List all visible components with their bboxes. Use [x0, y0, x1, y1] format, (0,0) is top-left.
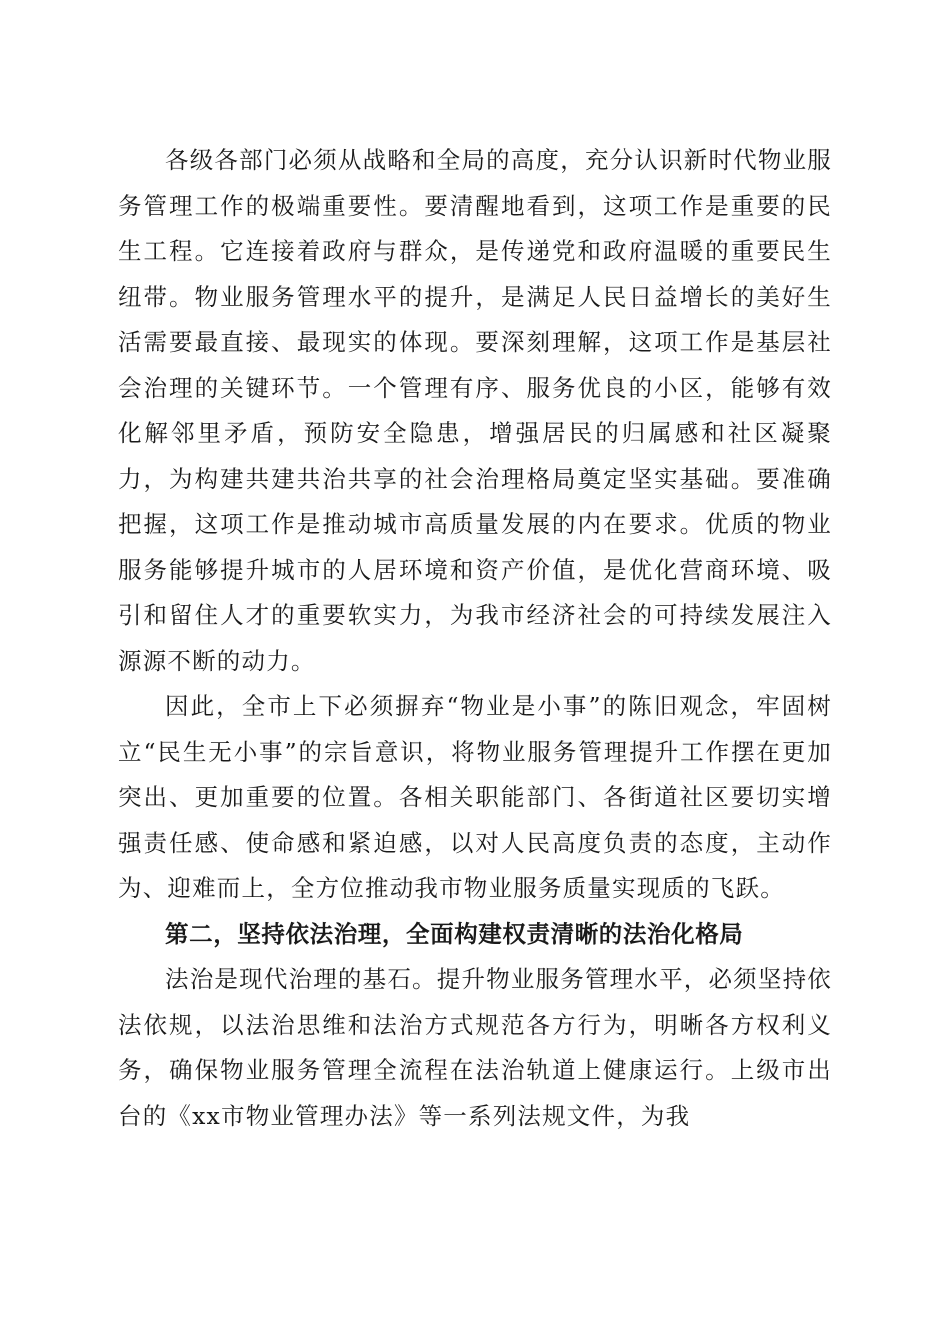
section-heading: 第二，坚持依法治理，全面构建权责清晰的法治化格局 [165, 919, 744, 948]
body-paragraph-2: 因此，全市上下必须摒弃“物业是小事”的陈旧观念，牢固树立“民生无小事”的宗旨意识，将物业服务管理提升工作摆在更加突出、更加重要的位置。各相关职能部门、各街道社区要切实增强责任感、使命感和紧迫感，以对人民高度负责的态度，主动作为、迎难而上，全方位推动我市物业服务质量实现质的飞跃。 [118, 692, 832, 902]
body-paragraph-1: 各级各部门必须从战略和全局的高度，充分认识新时代物业服务管理工作的极端重要性。要清醒地看到，这项工作是重要的民生工程。它连接着政府与群众，是传递党和政府温暖的重要民生纽带。物业服务管理水平的提升，是满足人民日益增长的美好生活需要最直接、最现实的体现。要深刻理解，这项工作是基层社会治理的关键环节。一个管理有序、服务优良的小区，能够有效化解邻里矛盾，预防安全隐患，增强居民的归属感和社区凝聚力，为构建共建共治共享的社会治理格局奠定坚实基础。要准确把握，这项工作是推动城市高质量发展的内在要求。优质的物业服务能够提升城市的人居环境和资产价值，是优化营商环境、吸引和留住人才的重要软实力，为我市经济社会的可持续发展注入源源不断的动力。 [118, 146, 832, 675]
section-paragraph: 法治是现代治理的基石。提升物业服务管理水平，必须坚持依法依规，以法治思维和法治方式规范各方行为，明晰各方权利义务，确保物业服务管理全流程在法治轨道上健康运行。上级市出台的《xx市物业管理办法》等一系列法规文件，为我 [118, 965, 832, 1130]
document-body [118, 138, 832, 1139]
